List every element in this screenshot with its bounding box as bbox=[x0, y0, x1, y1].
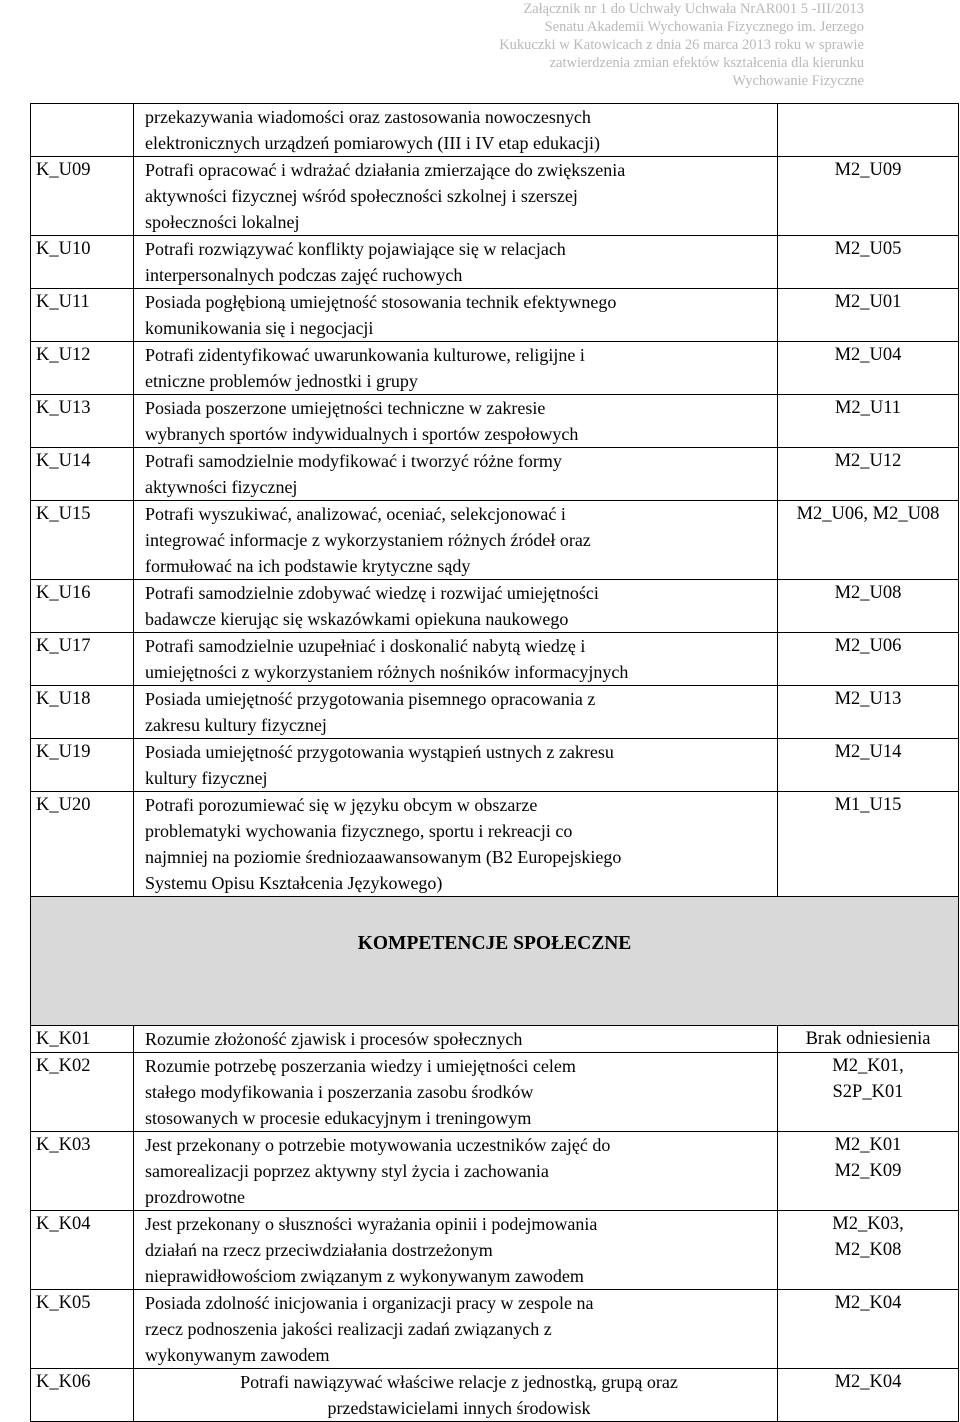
outcome-reference: M1_U15 bbox=[778, 792, 959, 897]
outcome-code: K_U09 bbox=[31, 157, 134, 236]
outcome-description: przekazywania wiadomości oraz zastosowania nowoczesnych elektronicznych urządzeń pomiarowych (III i IV etap edukacji) bbox=[134, 104, 778, 157]
table-row bbox=[31, 1369, 959, 1422]
outcome-description: Jest przekonany o słuszności wyrażania opinii i podejmowania działań na rzecz przeciwdziałania dostrzeżonym nieprawidłowościom związanym z wykonywanym zawodem bbox=[134, 1211, 778, 1290]
table-row bbox=[31, 633, 959, 686]
outcome-description: Posiada zdolność inicjowania i organizacji pracy w zespole na rzecz podnoszenia jakości realizacji zadań związanych z wykonywanym zawodem bbox=[134, 1290, 778, 1369]
table-row bbox=[31, 395, 959, 448]
header-line: Kukuczki w Katowicach z dnia 26 marca 2013 roku w sprawie bbox=[499, 37, 864, 53]
outcome-code: K_U18 bbox=[31, 686, 134, 739]
outcome-code: K_U11 bbox=[31, 289, 134, 342]
outcome-code: K_U14 bbox=[31, 448, 134, 501]
header-line: Załącznik nr 1 do Uchwały Uchwała NrAR001 5 -III/2013 bbox=[523, 1, 864, 17]
outcome-description: Posiada pogłębioną umiejętność stosowania technik efektywnego komunikowania się i negocjacji bbox=[134, 289, 778, 342]
outcome-description: Potrafi rozwiązywać konflikty pojawiające się w relacjach interpersonalnych podczas zajęć ruchowych bbox=[134, 236, 778, 289]
table-row bbox=[31, 580, 959, 633]
table-row bbox=[31, 289, 959, 342]
table-row bbox=[31, 739, 959, 792]
outcome-code bbox=[31, 104, 134, 157]
table-row bbox=[31, 686, 959, 739]
outcome-reference: M2_U06 bbox=[778, 633, 959, 686]
table-row bbox=[31, 448, 959, 501]
outcome-reference: M2_U09 bbox=[778, 157, 959, 236]
outcome-description: Posiada umiejętność przygotowania pisemnego opracowania z zakresu kultury fizycznej bbox=[134, 686, 778, 739]
outcome-description: Potrafi nawiązywać właściwe relacje z jednostką, grupą oraz przedstawicielami innych środowisk bbox=[134, 1369, 778, 1422]
outcome-reference: M2_K04 bbox=[778, 1290, 959, 1369]
outcome-description: Potrafi zidentyfikować uwarunkowania kulturowe, religijne i etniczne problemów jednostki i grupy bbox=[134, 342, 778, 395]
table-row bbox=[31, 1132, 959, 1211]
outcome-description: Potrafi opracować i wdrażać działania zmierzające do zwiększenia aktywności fizycznej wśród społeczności szkolnej i szerszej społeczności lokalnej bbox=[134, 157, 778, 236]
outcome-description: Potrafi samodzielnie modyfikować i tworzyć różne formy aktywności fizycznej bbox=[134, 448, 778, 501]
outcome-code: K_U20 bbox=[31, 792, 134, 897]
outcome-code: K_K04 bbox=[31, 1211, 134, 1290]
table-row bbox=[31, 1290, 959, 1369]
outcome-code: K_K06 bbox=[31, 1369, 134, 1422]
header-line: zatwierdzenia zmian efektów kształcenia dla kierunku bbox=[549, 55, 864, 71]
outcome-code: K_U15 bbox=[31, 501, 134, 580]
outcome-description: Potrafi wyszukiwać, analizować, oceniać, selekcjonować i integrować informacje z wykorzystaniem różnych źródeł oraz formułować na ich podstawie krytyczne sądy bbox=[134, 501, 778, 580]
outcome-reference: Brak odniesienia bbox=[778, 1026, 959, 1053]
outcome-reference: M2_U08 bbox=[778, 580, 959, 633]
outcome-reference: M2_U06, M2_U08 bbox=[778, 501, 959, 580]
outcome-reference: M2_K01 M2_K09 bbox=[778, 1132, 959, 1211]
table-row bbox=[31, 1026, 959, 1053]
outcome-description: Potrafi samodzielnie zdobywać wiedzę i rozwijać umiejętności badawcze kierując się wskazówkami opiekuna naukowego bbox=[134, 580, 778, 633]
outcome-description: Rozumie potrzebę poszerzania wiedzy i umiejętności celem stałego modyfikowania i poszerzania zasobu środków stosowanych w procesie edukacyjnym i treningowym bbox=[134, 1053, 778, 1132]
outcome-reference: M2_U11 bbox=[778, 395, 959, 448]
outcome-reference: M2_U05 bbox=[778, 236, 959, 289]
learning-outcomes-table bbox=[30, 103, 959, 1422]
outcome-reference: M2_K04 bbox=[778, 1369, 959, 1422]
outcome-reference: M2_U14 bbox=[778, 739, 959, 792]
outcome-description: Jest przekonany o potrzebie motywowania uczestników zajęć do samorealizacji poprzez aktywny styl życia i zachowania prozdrowotne bbox=[134, 1132, 778, 1211]
attachment-header-note bbox=[444, 0, 864, 90]
outcome-code: K_U19 bbox=[31, 739, 134, 792]
outcome-description: Posiada poszerzone umiejętności techniczne w zakresie wybranych sportów indywidualnych i sportów zespołowych bbox=[134, 395, 778, 448]
outcome-code: K_U12 bbox=[31, 342, 134, 395]
table-row bbox=[31, 104, 959, 157]
outcome-code: K_U16 bbox=[31, 580, 134, 633]
section-title: KOMPETENCJE SPOŁECZNE bbox=[31, 897, 959, 1026]
outcome-description: Rozumie złożoność zjawisk i procesów społecznych bbox=[134, 1026, 778, 1053]
outcome-code: K_K03 bbox=[31, 1132, 134, 1211]
table-row bbox=[31, 792, 959, 897]
header-line: Wychowanie Fizyczne bbox=[732, 73, 864, 89]
table-row bbox=[31, 157, 959, 236]
outcome-reference: M2_K01, S2P_K01 bbox=[778, 1053, 959, 1132]
outcome-code: K_U13 bbox=[31, 395, 134, 448]
outcome-description: Potrafi porozumiewać się w języku obcym w obszarze problematyki wychowania fizycznego, sportu i rekreacji co najmniej na poziomie średniozaawansowanym (B2 Europejskiego Systemu Opisu Kształcenia Językowego) bbox=[134, 792, 778, 897]
table-row bbox=[31, 342, 959, 395]
outcome-code: K_K02 bbox=[31, 1053, 134, 1132]
outcome-reference: M2_U04 bbox=[778, 342, 959, 395]
table-row bbox=[31, 1053, 959, 1132]
table-row bbox=[31, 501, 959, 580]
outcome-reference: M2_K03, M2_K08 bbox=[778, 1211, 959, 1290]
outcome-reference bbox=[778, 104, 959, 157]
table-row bbox=[31, 1211, 959, 1290]
outcome-reference: M2_U13 bbox=[778, 686, 959, 739]
outcome-code: K_K01 bbox=[31, 1026, 134, 1053]
section-header-row bbox=[31, 897, 959, 1026]
table-row bbox=[31, 236, 959, 289]
outcome-reference: M2_U12 bbox=[778, 448, 959, 501]
outcome-code: K_U10 bbox=[31, 236, 134, 289]
outcome-code: K_K05 bbox=[31, 1290, 134, 1369]
outcome-code: K_U17 bbox=[31, 633, 134, 686]
header-line: Senatu Akademii Wychowania Fizycznego im. Jerzego bbox=[544, 19, 864, 35]
outcome-description: Potrafi samodzielnie uzupełniać i doskonalić nabytą wiedzę i umiejętności z wykorzystaniem różnych nośników informacyjnych bbox=[134, 633, 778, 686]
outcome-reference: M2_U01 bbox=[778, 289, 959, 342]
outcome-description: Posiada umiejętność przygotowania wystąpień ustnych z zakresu kultury fizycznej bbox=[134, 739, 778, 792]
